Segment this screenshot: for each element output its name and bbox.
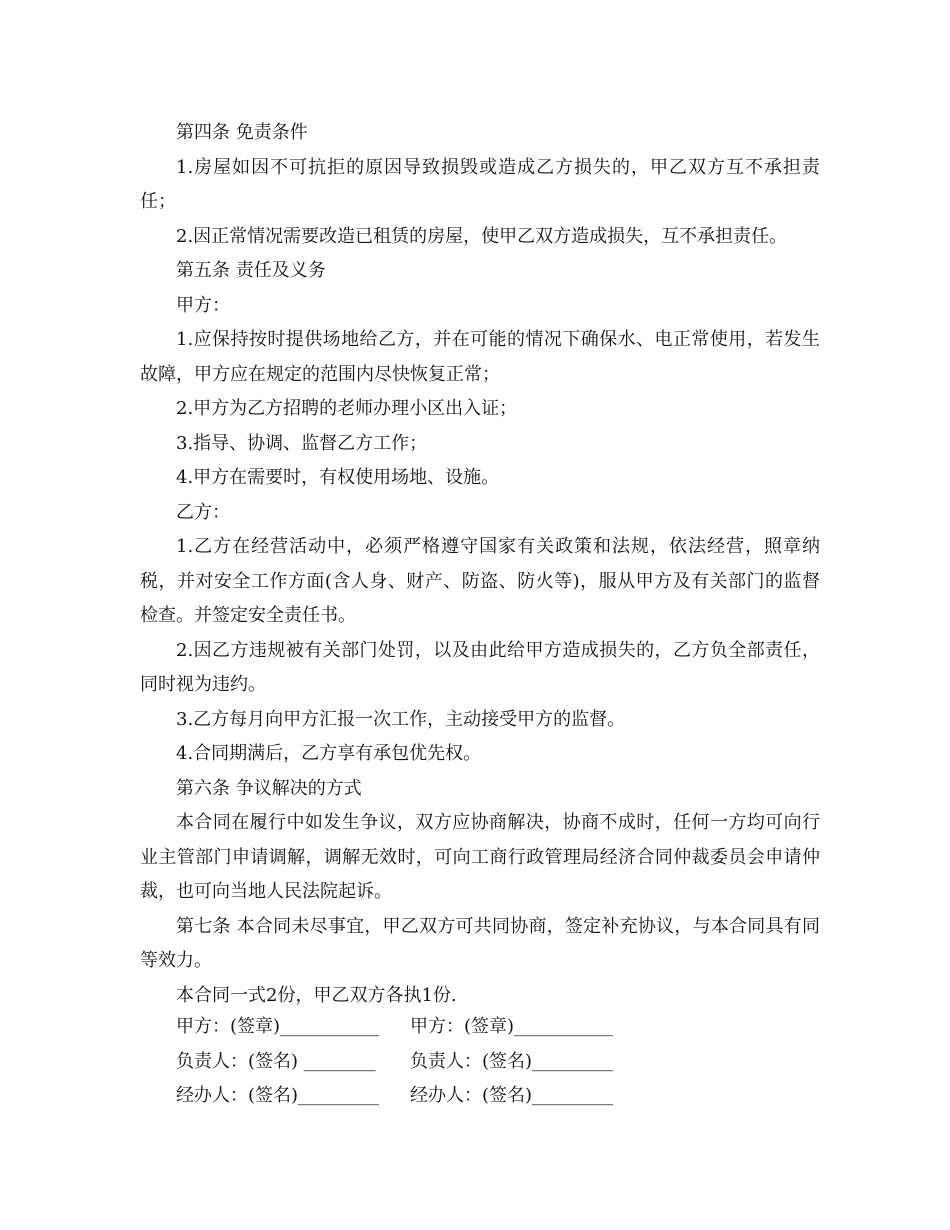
party-a-seal-line-right: 甲方：(签章)___________ <box>410 1016 614 1037</box>
party-a-seal-line: 甲方：(签章)___________ <box>176 1016 380 1037</box>
contract-body <box>140 116 820 1013</box>
handler-left: 经办人：(签名)_________ <box>176 1085 380 1106</box>
party-a-clause-2: 2.甲方为乙方招聘的老师办理小区出入证； <box>176 398 518 419</box>
article-4-heading: 第四条 免责条件 <box>176 122 308 143</box>
party-a-heading: 甲方： <box>176 294 230 316</box>
article-6-heading: 第六条 争议解决的方式 <box>176 777 362 799</box>
signature-row-handler <box>176 1079 644 1114</box>
signature-block <box>176 1010 644 1114</box>
signature-row-seal <box>176 1010 644 1045</box>
article-7-text: 第七条 本合同未尽事宜，甲乙双方可共同协商，签定补充协议，与本合同具有同等效力。 <box>140 915 820 971</box>
party-b-clause-4: 4.合同期满后，乙方享有承包优先权。 <box>176 743 482 764</box>
party-a-clause-4: 4.甲方在需要时，有权使用场地、设施。 <box>176 467 500 488</box>
party-b-clause-2: 2.因乙方违规被有关部门处罚，以及由此给甲方造成损失的，乙方负全部责任，同时视为违约。 <box>140 639 820 695</box>
party-a-clause-3: 3.指导、协调、监督乙方工作； <box>176 432 428 454</box>
article-5-heading: 第五条 责任及义务 <box>176 260 326 281</box>
party-b-heading: 乙方： <box>176 501 230 523</box>
responsible-person-right: 负责人：(签名)_________ <box>410 1050 614 1072</box>
copies-statement: 本合同一式2份，甲乙双方各执1份. <box>176 984 457 1006</box>
party-b-clause-3: 3.乙方每月向甲方汇报一次工作，主动接受甲方的监督。 <box>176 708 626 730</box>
handler-right: 经办人：(签名)_________ <box>410 1085 614 1106</box>
party-b-clause-1: 1.乙方在经营活动中，必须严格遵守国家有关政策和法规，依法经营，照章纳税，并对安全工作方面(含人身、财产、防盗、防火等)，服从甲方及有关部门的监督检查。并签定安全责任书。 <box>140 536 820 626</box>
party-a-clause-1: 1.应保持按时提供场地给乙方，并在可能的情况下确保水、电正常使用，若发生故障，甲方应在规定的范围内尽快恢复正常； <box>140 329 820 385</box>
article-4-clause-2: 2.因正常情况需要改造已租赁的房屋，使甲乙双方造成损失，互不承担责任。 <box>176 225 788 247</box>
article-4-clause-1: 1.房屋如因不可抗拒的原因导致损毁或造成乙方损失的，甲乙双方互不承担责任； <box>140 156 820 212</box>
responsible-person-left: 负责人：(签名) ________ <box>176 1050 376 1072</box>
signature-row-responsible <box>176 1045 644 1080</box>
article-6-text: 本合同在履行中如发生争议，双方应协商解决，协商不成时，任何一方均可向行业主管部门申请调解，调解无效时，可向工商行政管理局经济合同仲裁委员会申请仲裁，也可向当地人民法院起诉。 <box>140 812 820 902</box>
